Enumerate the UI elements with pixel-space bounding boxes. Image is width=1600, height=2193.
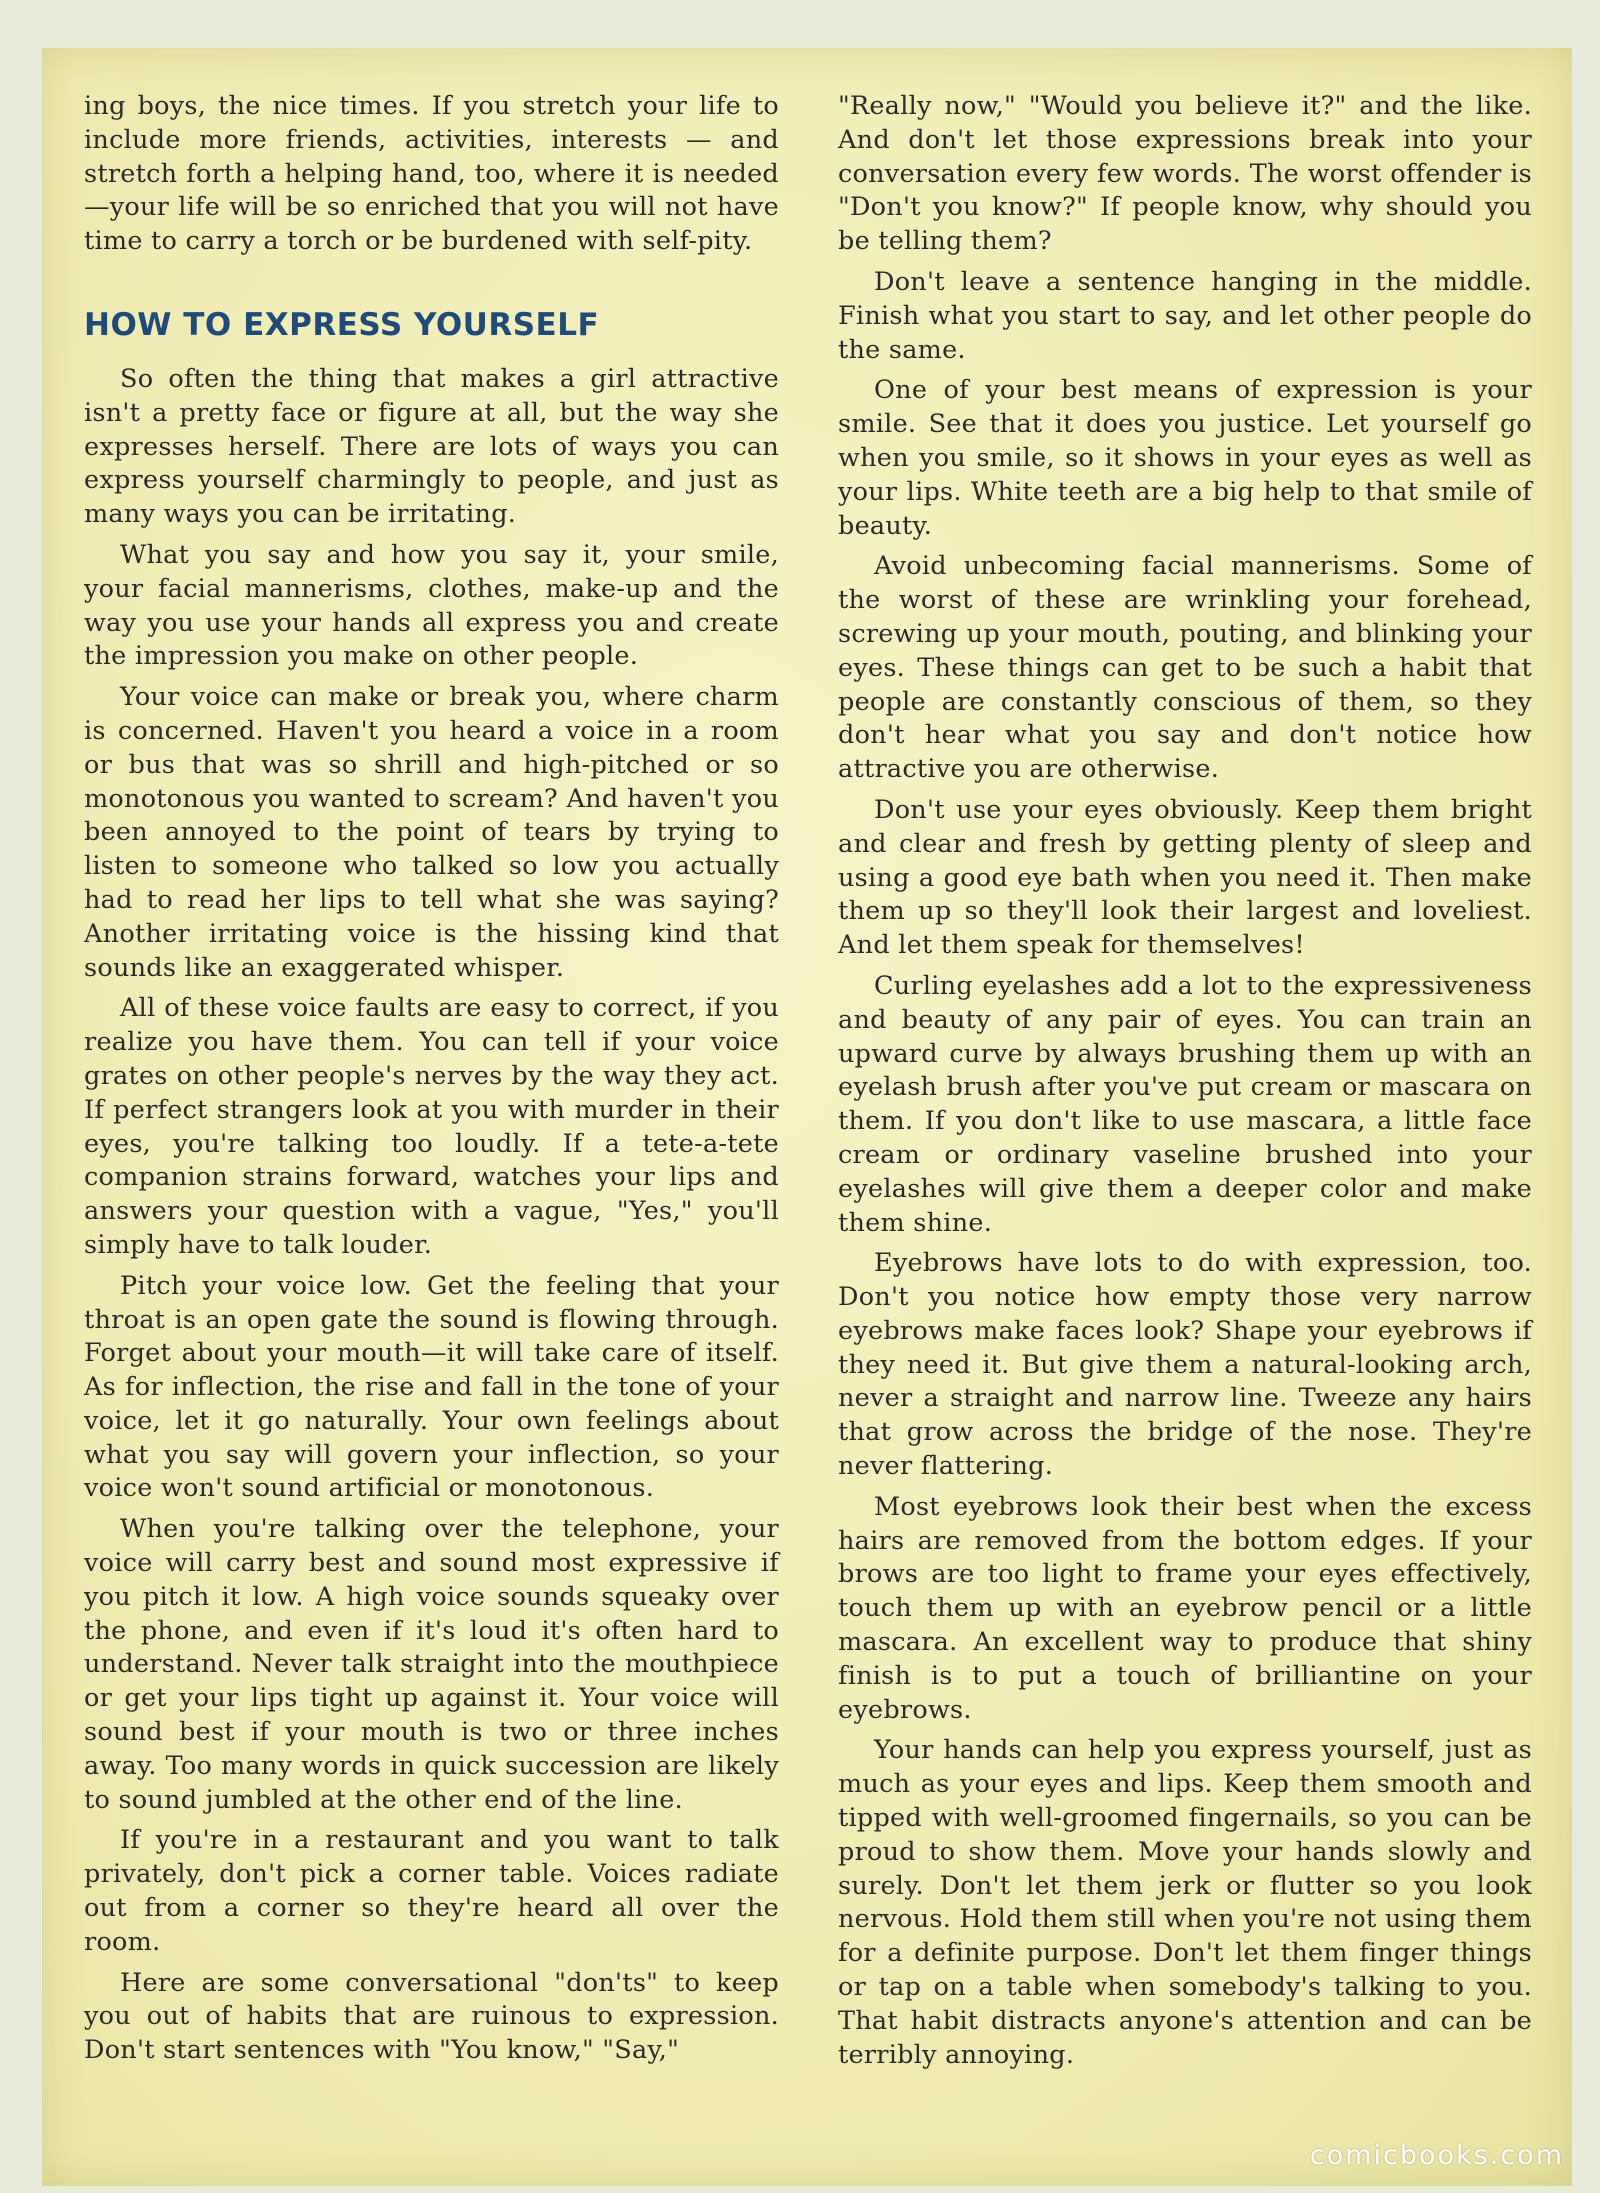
left-paragraph: Your voice can make or break you, where charm is concerned. Haven't you heard a voice in a room or bus that was so shrill and high-pitched or so monotonous you wanted to scream? And haven't you been annoyed to the point of tears by trying to listen to someone who talked so low you actually had to read her lips to tell what she was saying? Another irritating voice is the hissing kind that sounds like an exaggerated whisper. (84, 682, 779, 983)
left-paragraph: Pitch your voice low. Get the feeling that your throat is an open gate the sound is flowing through. Forget about your mouth—it will take care of itself. As for inflection, the rise and fall in the tone of your voice, let it go naturally. Your own feelings about what you say will govern your inflection, so your voice won't sound artificial or monotonous. (84, 1270, 779, 1504)
right-paragraph: Don't use your eyes obviously. Keep them bright and clear and fresh by getting plenty of sleep and using a good eye bath when you need it. Then make them up so they'll look their largest and loveliest. And let them speak for themselves! (838, 794, 1532, 961)
left-paragraph: If you're in a restaurant and you want to talk privately, don't pick a corner table. Voices radiate out from a corner so they're heard all over the room. (84, 1825, 779, 1957)
left-paragraph: What you say and how you say it, your smile, your facial mannerisms, clothes, make-up and the way you use your hands all express you and create the impression you make on other people. (84, 539, 779, 672)
left-column (84, 90, 779, 2075)
right-paragraph: Curling eyelashes add a lot to the expressiveness and beauty of any pair of eyes. You can train an upward curve by always brushing them up with an eyelash brush after you've put cream or mascara on them. If you don't like to use mascara, a little face cream or ordinary vaseline brushed into your eyelashes will give them a deeper color and make them shine. (838, 970, 1532, 1238)
left-paragraph: When you're talking over the telephone, your voice will carry best and sound most expressive if you pitch it low. A high voice sounds squeaky over the phone, and even if it's loud it's often hard to understand. Never talk straight into the mouthpiece or get your lips tight up against it. Your voice will sound best if your mouth is two or three inches away. Too many words in quick succession are likely to sound jumbled at the other end of the line. (84, 1514, 779, 1815)
right-paragraph: Most eyebrows look their best when the excess hairs are removed from the bottom edges. If your brows are too light to frame your eyes effectively, touch them up with an eyebrow pencil or a little mascara. An excellent way to produce that shiny finish is to put a touch of brilliantine on your eyebrows. (838, 1491, 1532, 1725)
section-heading: HOW TO EXPRESS YOURSELF (84, 306, 600, 343)
left-paragraph: So often the thing that makes a girl attractive isn't a pretty face or figure at all, but the way she expresses herself. There are lots of ways you can express yourself charmingly to people, and just as many ways you can be irritating. (84, 363, 779, 530)
right-intro-paragraph: "Really now," "Would you believe it?" and the like. And don't let those expressions break into your conversation every few words. The worst offender is "Don't you know?" If people know, why should you be telling them? (838, 91, 1532, 257)
right-column (838, 90, 1532, 2079)
left-intro-paragraph: ing boys, the nice times. If you stretch your life to include more friends, activities, interests — and stretch forth a helping hand, too, where it is needed —your life will be so enriched that you will not have time to carry a torch or be burdened with self-pity. (84, 91, 779, 257)
right-paragraph: Don't leave a sentence hanging in the middle. Finish what you start to say, and let other people do the same. (838, 266, 1532, 365)
right-paragraph: Avoid unbecoming facial mannerisms. Some of the worst of these are wrinkling your forehead, screwing up your mouth, pouting, and blinking your eyes. These things can get to be such a habit that people are constantly conscious of them, so they don't hear what you say and don't notice how attractive you are otherwise. (838, 551, 1532, 785)
right-paragraph: Eyebrows have lots to do with expression, too. Don't you notice how empty those very narrow eyebrows make faces look? Shape your eyebrows if they need it. But give them a natural-looking arch, never a straight and narrow line. Tweeze any hairs that grow across the bridge of the nose. They're never flattering. (838, 1248, 1532, 1482)
right-paragraph: One of your best means of expression is your smile. See that it does you justice. Let yourself go when you smile, so it shows in your eyes as well as your lips. White teeth are a big help to that smile of beauty. (838, 375, 1532, 541)
left-paragraph: All of these voice faults are easy to correct, if you realize you have them. You can tell if your voice grates on other people's nerves by the way they act. If perfect strangers look at you with murder in their eyes, you're talking too loudly. If a tete-a-tete companion strains forward, watches your lips and answers your question with a vague, "Yes," you'll simply have to talk louder. (84, 993, 779, 1260)
right-paragraph: Your hands can help you express yourself, just as much as your eyes and lips. Keep them smooth and tipped with well-groomed fingernails, so you can be proud to show them. Move your hands slowly and surely. Don't let them jerk or flutter so you look nervous. Hold them still when you're not using them for a definite purpose. Don't let them finger things or tap on a table when somebody's talking to you. That habit distracts anyone's attention and can be terribly annoying. (838, 1735, 1532, 2070)
watermark: comicbooks.com (1309, 2140, 1564, 2171)
left-paragraph: Here are some conversational "don'ts" to keep you out of habits that are ruinous to expression. Don't start sentences with "You know," "Say," (84, 1967, 779, 2066)
